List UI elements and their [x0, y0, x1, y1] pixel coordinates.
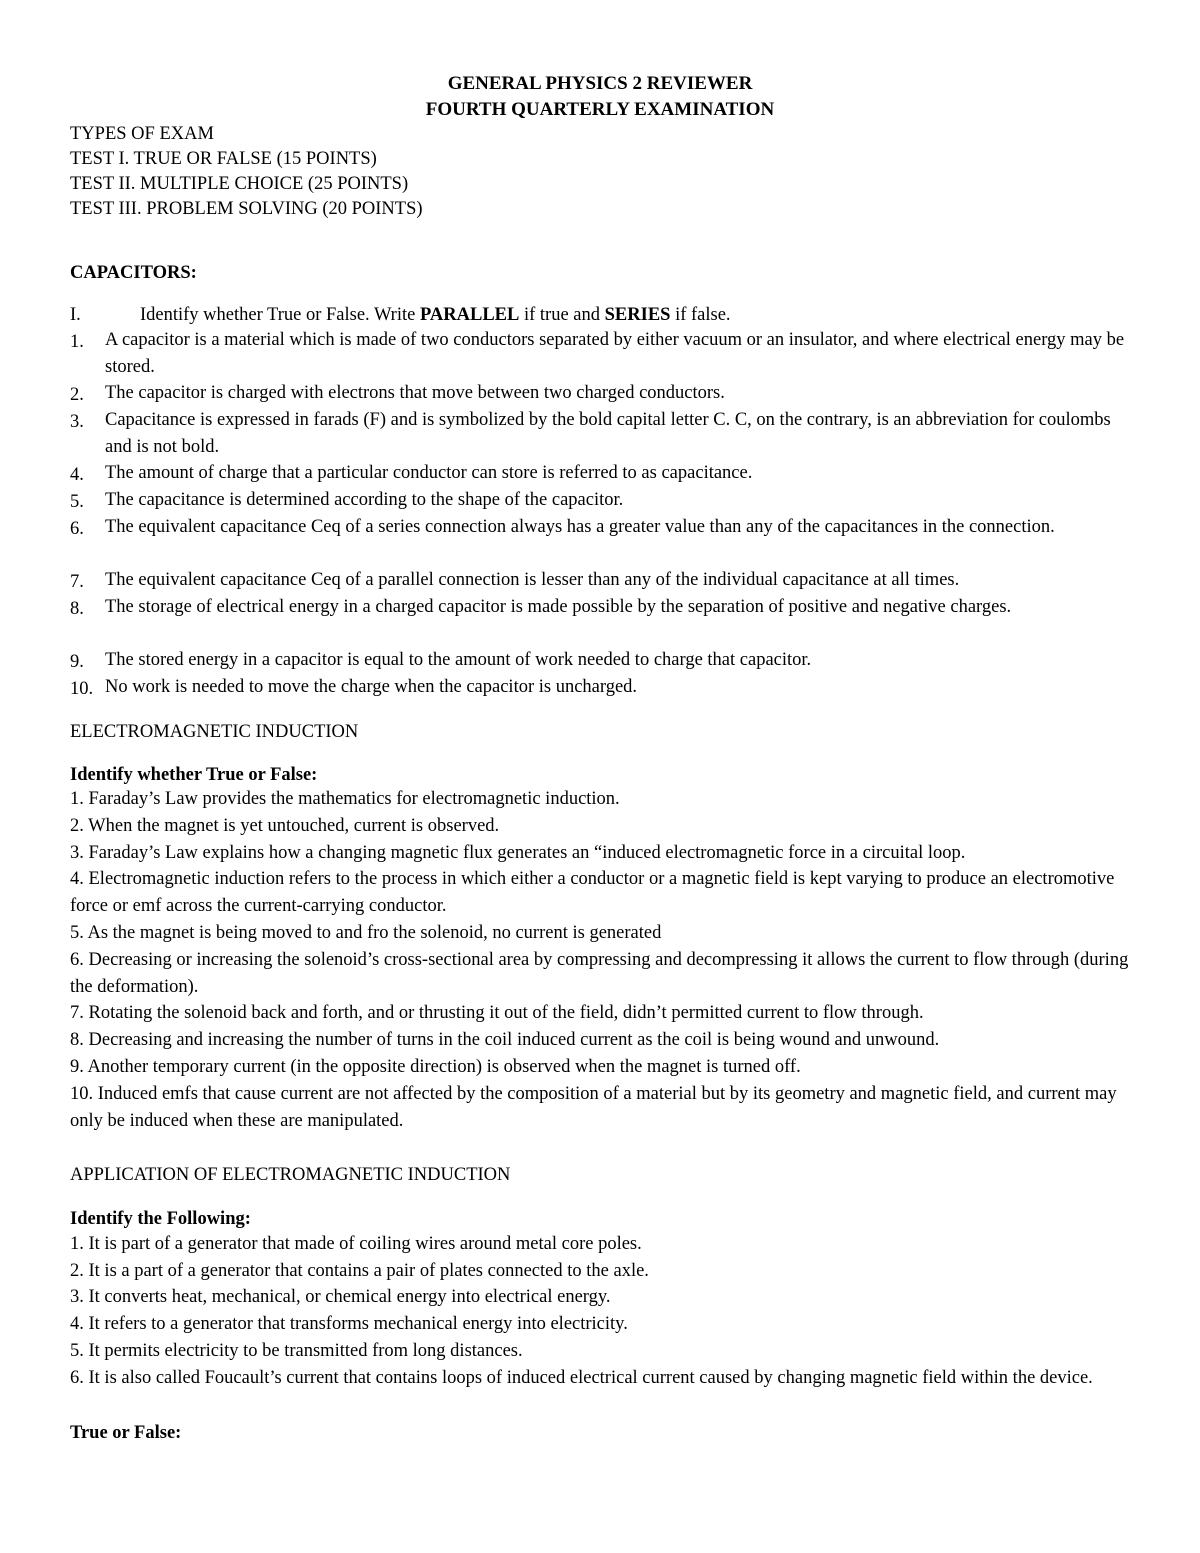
capacitors-instruction-number: I. — [70, 305, 81, 325]
capacitor-item: The capacitance is determined according to the shape of the capacitor. — [105, 490, 624, 510]
capacitor-item-num: 3. — [70, 412, 84, 432]
em-induction-item: 2. When the magnet is yet untouched, current is observed. — [70, 816, 500, 836]
em-induction-item: 5. As the magnet is being moved to and fro the solenoid, no current is generated — [70, 923, 662, 943]
application-item: 6. It is also called Foucault’s current that contains loops of induced electrical current caused by changing magnetic field within the device. — [70, 1368, 1093, 1388]
capacitor-item: The equivalent capacitance Ceq of a series connection always has a greater value than any of the capacitances in the connection. — [105, 517, 1055, 537]
capacitor-item: The storage of electrical energy in a charged capacitor is made possible by the separation of positive and negative charges. — [105, 597, 1012, 617]
capacitor-item: The amount of charge that a particular conductor can store is referred to as capacitance. — [105, 463, 753, 483]
exam-type-3: TEST III. PROBLEM SOLVING (20 POINTS) — [70, 199, 423, 219]
capacitor-item: The stored energy in a capacitor is equal to the amount of work needed to charge that capacitor. — [105, 650, 812, 670]
application-heading: APPLICATION OF ELECTROMAGNETIC INDUCTION — [70, 1165, 511, 1185]
em-induction-subheading: Identify whether True or False: — [70, 765, 318, 785]
application-item: 5. It permits electricity to be transmitted from long distances. — [70, 1341, 523, 1361]
exam-type-1: TEST I. TRUE OR FALSE (15 POINTS) — [70, 149, 377, 169]
document-subtitle: FOURTH QUARTERLY EXAMINATION — [425, 99, 775, 120]
em-induction-item: 1. Faraday’s Law provides the mathematics for electromagnetic induction. — [70, 789, 620, 809]
application-item: 4. It refers to a generator that transforms mechanical energy into electricity. — [70, 1314, 628, 1334]
application-subheading: Identify the Following: — [70, 1209, 251, 1229]
capacitor-item-num: 9. — [70, 652, 84, 672]
em-induction-heading: ELECTROMAGNETIC INDUCTION — [70, 722, 359, 742]
capacitor-item-num: 2. — [70, 385, 84, 405]
true-or-false-heading: True or False: — [70, 1423, 182, 1443]
em-induction-item: 10. Induced emfs that cause current are not affected by the composition of a material but by its geometry and magnetic field, and current may only be induced when these are manipulated. — [70, 1084, 1117, 1131]
capacitor-item-num: 1. — [70, 332, 84, 352]
exam-types-label: TYPES OF EXAM — [70, 124, 214, 144]
em-induction-item: 3. Faraday’s Law explains how a changing magnetic flux generates an “induced electromagnetic force in a circuital loop. — [70, 843, 966, 863]
parallel-keyword: PARALLEL — [419, 305, 520, 325]
capacitor-item: A capacitor is a material which is made of two conductors separated by either vacuum or an insulator, and where electrical energy may be stored. — [105, 330, 1125, 377]
capacitor-item-num: 6. — [70, 519, 84, 539]
capacitor-item: Capacitance is expressed in farads (F) and is symbolized by the bold capital letter C. C, on the contrary, is an abbreviation for coulombs and is not bold. — [105, 410, 1111, 457]
capacitor-item-num: 8. — [70, 599, 84, 619]
capacitor-item: The capacitor is charged with electrons that move between two charged conductors. — [105, 383, 725, 403]
application-item: 2. It is a part of a generator that contains a pair of plates connected to the axle. — [70, 1261, 649, 1281]
capacitor-item-num: 5. — [70, 492, 84, 512]
application-item: 3. It converts heat, mechanical, or chemical energy into electrical energy. — [70, 1287, 611, 1307]
em-induction-item: 4. Electromagnetic induction refers to the process in which either a conductor or a magnetic field is kept varying to produce an electromotive force or emf across the current-carrying conductor. — [70, 869, 1115, 916]
capacitor-item: No work is needed to move the charge when the capacitor is uncharged. — [105, 677, 638, 697]
document-title: GENERAL PHYSICS 2 REVIEWER — [447, 73, 753, 94]
capacitors-instruction: Identify whether True or False. Write PARALLEL if true and SERIES if false. — [140, 305, 731, 325]
capacitor-item: The equivalent capacitance Ceq of a parallel connection is lesser than any of the individual capacitance at all times. — [105, 570, 960, 590]
application-item: 1. It is part of a generator that made of coiling wires around metal core poles. — [70, 1234, 642, 1254]
capacitor-item-num: 7. — [70, 572, 84, 592]
capacitor-item-num: 10. — [70, 679, 94, 699]
capacitor-item-num: 4. — [70, 465, 84, 485]
capacitors-heading: CAPACITORS: — [70, 263, 197, 283]
em-induction-item: 6. Decreasing or increasing the solenoid’s cross-sectional area by compressing and decompressing it allows the current to flow through (during the deformation). — [70, 950, 1129, 997]
em-induction-item: 9. Another temporary current (in the opposite direction) is observed when the magnet is turned off. — [70, 1057, 801, 1077]
em-induction-item: 8. Decreasing and increasing the number of turns in the coil induced current as the coil is being wound and unwound. — [70, 1030, 940, 1050]
exam-type-2: TEST II. MULTIPLE CHOICE (25 POINTS) — [70, 174, 409, 194]
series-keyword: SERIES — [604, 305, 671, 325]
em-induction-item: 7. Rotating the solenoid back and forth, and or thrusting it out of the field, didn’t permitted current to flow through. — [70, 1003, 924, 1023]
